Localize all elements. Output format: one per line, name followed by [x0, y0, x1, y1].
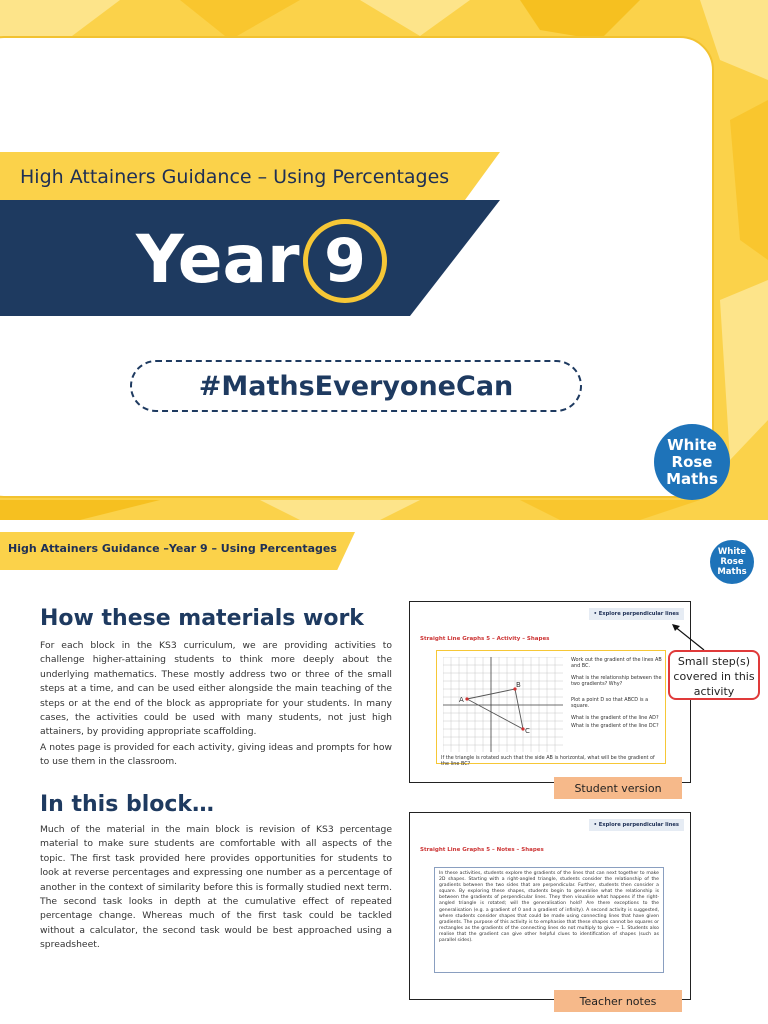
heading-how-materials-work: How these materials work: [40, 606, 364, 631]
question-4: What is the gradient of the line AD?: [571, 715, 659, 721]
student-version-label: Student version: [554, 777, 682, 799]
student-version-thumbnail: [409, 601, 691, 783]
paragraph-in-this-block: Much of the material in the main block is revision of KS3 percentage material to make sure students are comfortable with all aspects of the topic. The first task provided here provides opportunities for students to look at reverse percentages and expressing one number as a percentage of another in the context of similarity before this is formally studied next term. The second task looks in depth at the cumulative effect of repeated percentage change. Whereas much of the first task could be tackled without a calculator, the second task would be best approached using a spreadsheet.: [40, 824, 392, 951]
logo-line-1: White: [667, 435, 717, 454]
year-number: 9: [324, 226, 366, 296]
question-1: Work out the gradient of the lines AB and BC.: [571, 657, 662, 670]
question-6: If the triangle is rotated such that the side AB is horizontal, what will be the gradient of the line BC?: [441, 755, 655, 768]
heading-in-this-block: In this block…: [40, 792, 215, 817]
year-number-circle: [303, 219, 387, 303]
notes-title: Straight Line Graphs 5 – Notes – Shapes: [420, 847, 544, 853]
hashtag: #MathsEveryoneCan: [198, 370, 514, 402]
paragraph-how-materials-work: For each block in the KS3 curriculum, we are providing activities to challenge higher-attaining students to think more deeply about the underlying mathematics. These mostly address two or three of the small steps at a time, and can be used either alongside the main teaching of the steps or at the end of the block as appropriate for your students. In many cases, the activities could be used with many students, not just high attainers, by providing appropriate scaffolding.: [40, 640, 392, 738]
logo-line-3: Maths: [717, 567, 747, 577]
question-2: What is the relationship between the two gradients? Why?: [571, 675, 662, 688]
slide-header: High Attainers Guidance –Year 9 – Using Percentages: [8, 542, 337, 555]
question-3: Plot a point D so that ABCD is a square.: [571, 697, 649, 710]
coordinate-grid: [443, 657, 563, 752]
small-steps-callout: Small step(s) covered in this activity: [668, 650, 760, 700]
small-step-tag: • Explore perpendicular lines: [589, 819, 684, 831]
paragraph-notes-page: A notes page is provided for each activity, giving ideas and prompts for how to use them in the classroom.: [40, 742, 392, 768]
teacher-notes-label: Teacher notes: [554, 990, 682, 1012]
white-rose-maths-logo: [654, 424, 730, 500]
point-a-label: A: [459, 696, 464, 704]
small-step-tag: • Explore perpendicular lines: [589, 608, 684, 620]
logo-line-3: Maths: [666, 469, 718, 488]
white-rose-maths-logo-small: [710, 540, 754, 584]
teacher-notes-thumbnail: [409, 812, 691, 1000]
activity-box: [436, 650, 666, 768]
point-b-label: B: [516, 681, 521, 689]
cover-title: High Attainers Guidance – Using Percentages: [20, 166, 450, 188]
question-5: What is the gradient of the line DC?: [571, 723, 659, 729]
activity-title: Straight Line Graphs 5 – Activity – Shapes: [420, 636, 550, 642]
logo-line-2: Rose: [671, 452, 713, 471]
hashtag-box: [130, 360, 582, 412]
point-c-label: C: [525, 727, 530, 735]
logo-line-1: White: [717, 547, 747, 557]
logo-line-2: Rose: [720, 557, 744, 567]
callout-arrow: [668, 622, 708, 652]
year-word: Year: [136, 221, 300, 298]
materials-slide: [0, 530, 768, 1024]
teacher-notes-text: In these activities, students explore the gradients of the lines that can next together to make 2D shapes. Starting with a right-angled triangle, students consider the relationship of the gradients between the two sides that are perpendicular. Further, students then consider a square. By exploring these shapes, students begin to generalise what the relationship is between the gradients of perpendicular lines. They then visualise what happens if the right-angled triangle is rotated; will the generalisation hold? Are there exceptions to the generalisation (e.g. a gradient of 0 and a gradient of infinity). A second activity is suggested, where students consider shapes that could be made using connecting lines that have given gradients. The purpose of this activity is to emphasise that these shapes cannot be squares or rectangles as the gradients of the connecting lines do not multiply to give − 1. Students also realise that the gradient can give other helpful clues to identification of shapes (such as parallel sides).: [434, 867, 664, 973]
